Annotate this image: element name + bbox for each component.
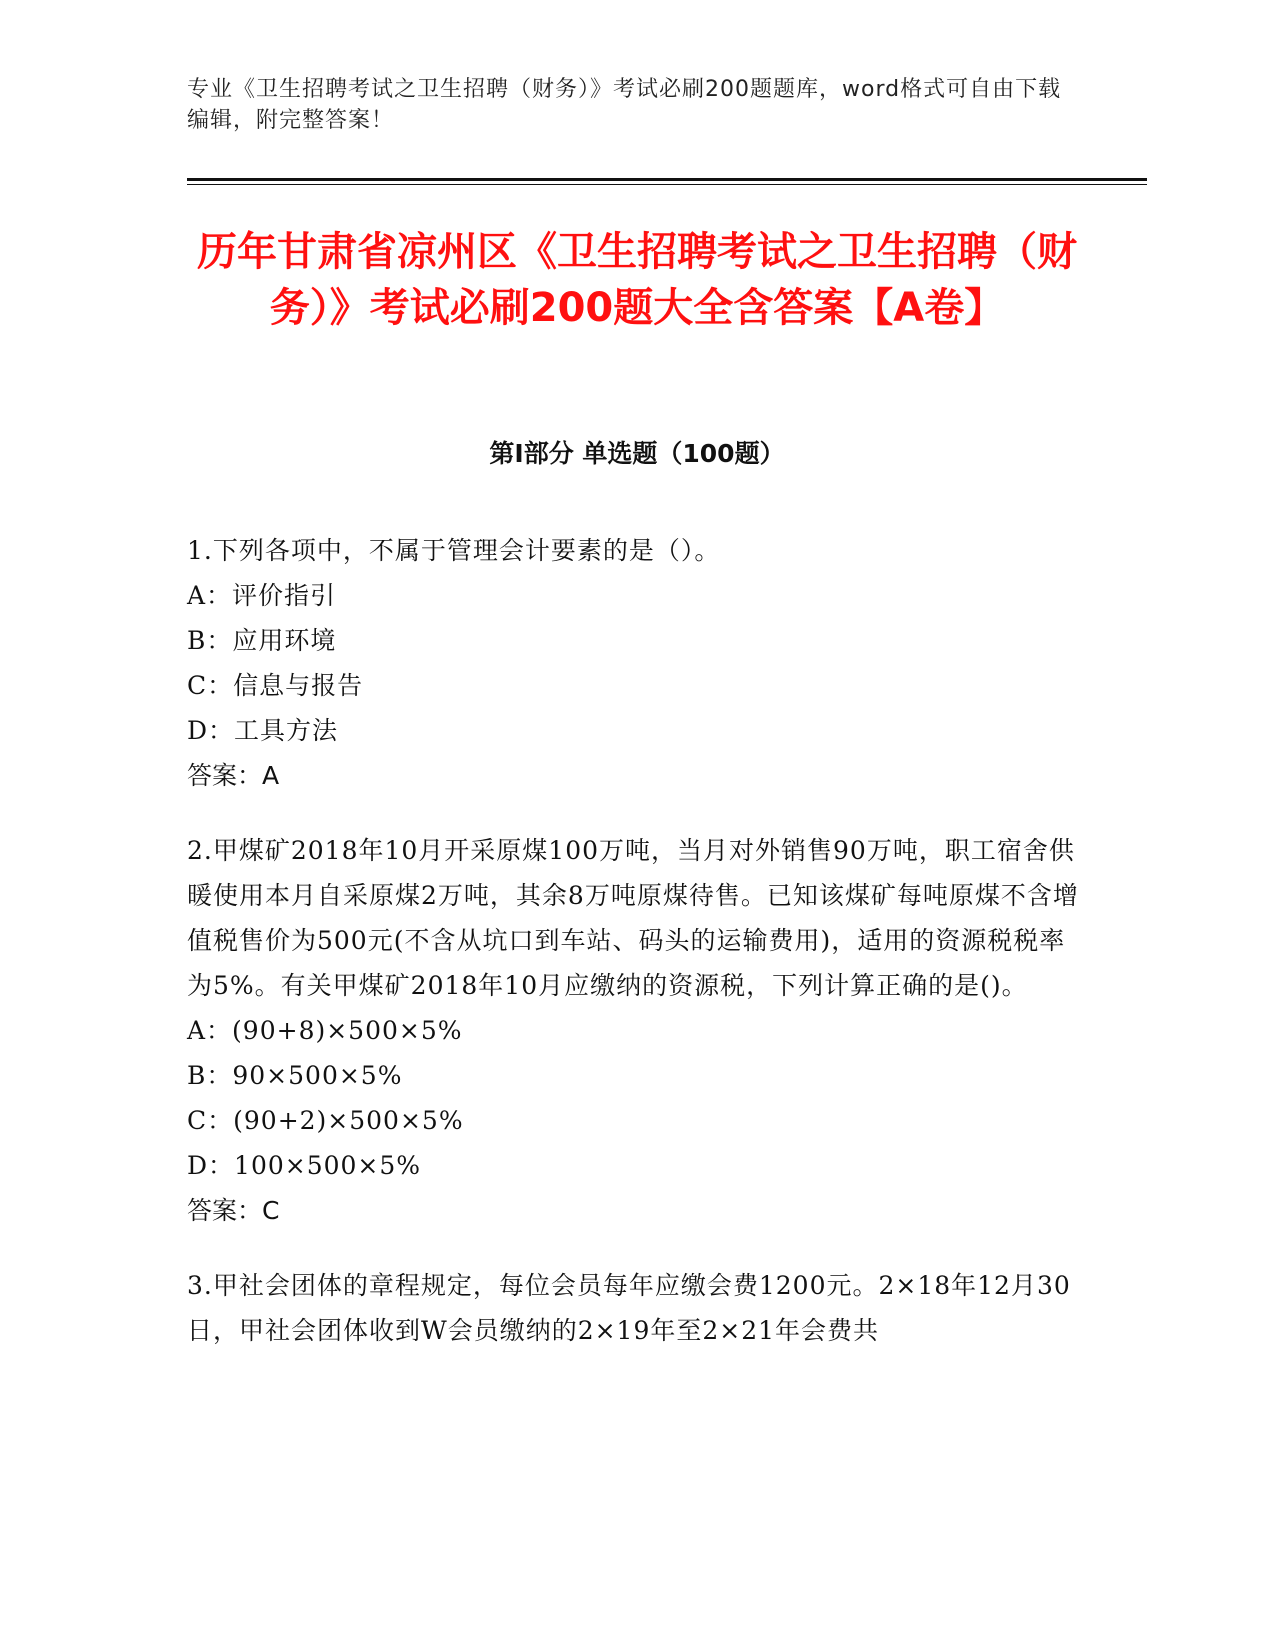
option-a: A：(90+8)×500×5% — [187, 1016, 463, 1045]
question-text: 1.下列各项中，不属于管理会计要素的是（）。 — [187, 536, 721, 565]
question-1 — [187, 528, 1082, 798]
option-c: C：(90+2)×500×5% — [187, 1106, 464, 1135]
header-divider-thin — [187, 184, 1147, 185]
answer: 答案：C — [187, 1196, 280, 1225]
option-c: C：信息与报告 — [187, 671, 364, 700]
option-b: B：应用环境 — [187, 626, 337, 655]
option-d: D：工具方法 — [187, 716, 339, 745]
document-title: 历年甘肃省凉州区《卫生招聘考试之卫生招聘（财务）》考试必刷200题大全含答案【A卷】 — [197, 229, 1077, 331]
question-text: 3.甲社会团体的章程规定，每位会员每年应缴会费1200元。2×18年12月30日，甲社会团体收到W会员缴纳的2×19年至2×21年会费共 — [187, 1271, 1071, 1345]
question-list — [187, 528, 1082, 1383]
option-b: B：90×500×5% — [187, 1061, 403, 1090]
question-3 — [187, 1263, 1082, 1353]
option-d: D：100×500×5% — [187, 1151, 422, 1180]
header-divider-thick — [187, 178, 1147, 181]
question-text: 2.甲煤矿2018年10月开采原煤100万吨，当月对外销售90万吨，职工宿舍供暖使用本月自采原煤2万吨，其余8万吨原煤待售。已知该煤矿每吨原煤不含增值税售价为500元(不含从坑口到车站、码头的运输费用)，适用的资源税税率为5%。有关甲煤矿2018年10月应缴纳的资源税，下列计算正确的是()。 — [187, 836, 1079, 1000]
intro-text: 专业《卫生招聘考试之卫生招聘（财务）》考试必刷200题题库，word格式可自由下载编辑，附完整答案！ — [187, 77, 1062, 133]
answer: 答案：A — [187, 761, 280, 790]
section-heading: 第Ⅰ部分 单选题（100题） — [489, 439, 785, 468]
option-a: A：评价指引 — [187, 581, 337, 610]
question-2 — [187, 828, 1082, 1233]
